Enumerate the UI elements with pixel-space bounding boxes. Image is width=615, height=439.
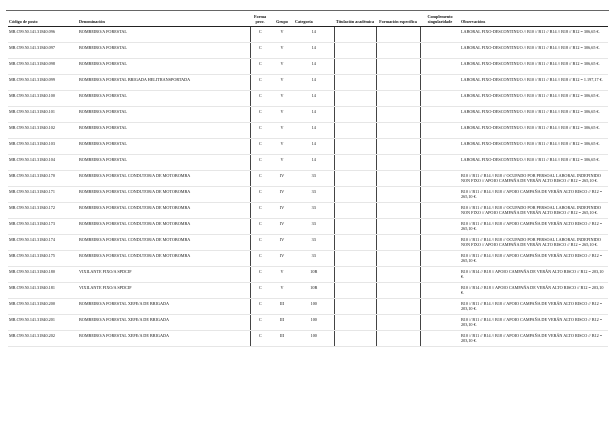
cell-grupo: V: [270, 139, 294, 155]
cell-grupo: V: [270, 27, 294, 43]
cell-code: MR.C99.50.141.31840.096: [8, 27, 78, 43]
cell-categoria: 10B: [294, 267, 334, 283]
cell-code: MR.C99.50.141.31840.180: [8, 267, 78, 283]
table-row: [8, 219, 608, 235]
cell-forma: C: [250, 283, 270, 299]
table-body: [8, 27, 608, 347]
cell-complemento: [420, 283, 460, 299]
cell-complemento: [420, 107, 460, 123]
cell-formacion: [376, 219, 420, 235]
cell-categoria: 33: [294, 251, 334, 267]
cell-titulacion: [334, 299, 376, 315]
cell-code: MR.C99.50.141.31840.200: [8, 299, 78, 315]
cell-categoria: 14: [294, 27, 334, 43]
cell-formacion: [376, 235, 420, 251]
cell-observaciones: B10 // B14 // B18 // APOIO CAMPAÑA DE VERÁN ALTO RISCO // B12 = 203,10 €.: [460, 267, 608, 283]
cell-denomination: BOMBEIRO/A FORESTAL XEFE/A DE BRIGADA: [78, 315, 250, 331]
cell-grupo: III: [270, 331, 294, 347]
cell-grupo: IV: [270, 251, 294, 267]
table-row: [8, 203, 608, 219]
cell-grupo: V: [270, 123, 294, 139]
cell-formacion: [376, 283, 420, 299]
cell-observaciones: B10 // B11 // B14 // B18 // APOIO CAMPAÑA DE VERÁN ALTO RISCO // B12 = 265,10 €.: [460, 219, 608, 235]
header-categoria: Categoría: [294, 14, 334, 27]
cell-formacion: [376, 123, 420, 139]
cell-code: MR.C99.50.141.31840.201: [8, 315, 78, 331]
cell-categoria: 100: [294, 331, 334, 347]
cell-forma: C: [250, 107, 270, 123]
cell-categoria: 33: [294, 171, 334, 187]
cell-titulacion: [334, 251, 376, 267]
cell-code: MR.C99.50.141.31840.174: [8, 235, 78, 251]
cell-observaciones: LABORAL FIXO-DESCONTINUO // B10 // B11 // B14 // B18 // B12 = 306,65 €.: [460, 107, 608, 123]
table-row: [8, 107, 608, 123]
cell-formacion: [376, 203, 420, 219]
table-row: [8, 187, 608, 203]
cell-categoria: 14: [294, 123, 334, 139]
cell-complemento: [420, 267, 460, 283]
cell-categoria: 10B: [294, 283, 334, 299]
cell-forma: C: [250, 43, 270, 59]
cell-complemento: [420, 331, 460, 347]
cell-code: MR.C99.50.141.31840.171: [8, 187, 78, 203]
cell-forma: C: [250, 267, 270, 283]
header-grupo: Grupo: [270, 14, 294, 27]
cell-code: MR.C99.50.141.31840.097: [8, 43, 78, 59]
cell-forma: C: [250, 251, 270, 267]
cell-formacion: [376, 251, 420, 267]
cell-categoria: 33: [294, 235, 334, 251]
cell-code: MR.C99.50.141.31840.102: [8, 123, 78, 139]
cell-categoria: 100: [294, 315, 334, 331]
cell-forma: C: [250, 171, 270, 187]
cell-denomination: BOMBEIRO/A FORESTAL XEFE/A DE BRIGADA: [78, 299, 250, 315]
cell-forma: C: [250, 299, 270, 315]
cell-formacion: [376, 59, 420, 75]
cell-titulacion: [334, 283, 376, 299]
cell-titulacion: [334, 91, 376, 107]
cell-forma: C: [250, 75, 270, 91]
cell-code: MR.C99.50.141.31840.101: [8, 107, 78, 123]
cell-denomination: BOMBEIRO/A FORESTAL CONDUTOR/A DE MOTOBOMBA: [78, 219, 250, 235]
cell-complemento: [420, 155, 460, 171]
cell-code: MR.C99.50.141.31840.100: [8, 91, 78, 107]
table-row: [8, 91, 608, 107]
cell-denomination: BOMBEIRO/A FORESTAL: [78, 155, 250, 171]
cell-observaciones: B10 // B11 // B14 // B18 // OCUPADO POR PERSOAL LABORAL INDEFINIDO NON FIXO // APOIO CAMPAÑA DE VERÁN ALTO RISCO // B12 = 265,10 €.: [460, 171, 608, 187]
positions-table: [8, 14, 608, 347]
cell-forma: C: [250, 27, 270, 43]
cell-titulacion: [334, 107, 376, 123]
cell-denomination: BOMBEIRO/A FORESTAL CONDUTOR/A DE MOTOBOMBA: [78, 251, 250, 267]
cell-categoria: 14: [294, 91, 334, 107]
cell-titulacion: [334, 267, 376, 283]
cell-observaciones: B10 // B11 // B14 // B18 // APOIO CAMPAÑA DE VERÁN ALTO RISCO // B12 = 203,10 €.: [460, 315, 608, 331]
header-complemento: Complemento singularidade: [420, 14, 460, 27]
top-rule: [6, 10, 609, 11]
table-row: [8, 251, 608, 267]
cell-observaciones: LABORAL FIXO-DESCONTINUO // B10 // B11 // B14 // B18 // B12 = 306,65 €.: [460, 43, 608, 59]
cell-formacion: [376, 267, 420, 283]
cell-formacion: [376, 331, 420, 347]
cell-categoria: 100: [294, 299, 334, 315]
cell-observaciones: B10 // B11 // B14 // B18 // APOIO CAMPAÑA DE VERÁN ALTO RISCO // B12 = 203,10 €.: [460, 299, 608, 315]
cell-forma: C: [250, 91, 270, 107]
cell-code: MR.C99.50.141.31840.104: [8, 155, 78, 171]
table-row: [8, 155, 608, 171]
cell-forma: C: [250, 235, 270, 251]
cell-titulacion: [334, 171, 376, 187]
cell-formacion: [376, 27, 420, 43]
cell-grupo: V: [270, 107, 294, 123]
table-row: [8, 283, 608, 299]
cell-complemento: [420, 91, 460, 107]
cell-observaciones: B10 // B11 // B14 // B18 // APOIO CAMPAÑA DE VERÁN ALTO RISCO // B12 = 203,10 €.: [460, 331, 608, 347]
cell-denomination: BOMBEIRO/A FORESTAL: [78, 139, 250, 155]
cell-grupo: V: [270, 59, 294, 75]
cell-grupo: V: [270, 155, 294, 171]
cell-grupo: V: [270, 43, 294, 59]
cell-grupo: III: [270, 315, 294, 331]
cell-denomination: BOMBEIRO/A FORESTAL CONDUTOR/A DE MOTOBOMBA: [78, 187, 250, 203]
cell-formacion: [376, 299, 420, 315]
cell-denomination: BOMBEIRO/A FORESTAL: [78, 123, 250, 139]
cell-grupo: V: [270, 91, 294, 107]
cell-observaciones: LABORAL FIXO-DESCONTINUO // B10 // B11 // B14 // B18 // B12 = 306,65 €.: [460, 123, 608, 139]
cell-categoria: 14: [294, 59, 334, 75]
cell-titulacion: [334, 219, 376, 235]
header-denomination: Denominación: [78, 14, 250, 27]
cell-complemento: [420, 187, 460, 203]
cell-formacion: [376, 315, 420, 331]
cell-observaciones: LABORAL FIXO-DESCONTINUO // B10 // B11 // B14 // B18 // B12 = 306,65 €.: [460, 155, 608, 171]
table-row: [8, 27, 608, 43]
cell-forma: C: [250, 331, 270, 347]
cell-titulacion: [334, 139, 376, 155]
header-code: Código de posto: [8, 14, 78, 27]
cell-categoria: 33: [294, 203, 334, 219]
table-row: [8, 267, 608, 283]
cell-categoria: 14: [294, 139, 334, 155]
cell-formacion: [376, 43, 420, 59]
table-row: [8, 299, 608, 315]
cell-observaciones: LABORAL FIXO-DESCONTINUO // B10 // B11 // B14 // B18 // B12 = 1.197,17 €.: [460, 75, 608, 91]
cell-complemento: [420, 59, 460, 75]
cell-categoria: 14: [294, 155, 334, 171]
cell-formacion: [376, 139, 420, 155]
cell-forma: C: [250, 123, 270, 139]
cell-grupo: III: [270, 299, 294, 315]
cell-formacion: [376, 107, 420, 123]
cell-code: MR.C99.50.141.31840.098: [8, 59, 78, 75]
cell-complemento: [420, 171, 460, 187]
cell-observaciones: LABORAL FIXO-DESCONTINUO // B10 // B11 // B14 // B18 // B12 = 306,65 €.: [460, 27, 608, 43]
cell-titulacion: [334, 43, 376, 59]
cell-complemento: [420, 123, 460, 139]
cell-observaciones: LABORAL FIXO-DESCONTINUO // B10 // B11 // B14 // B18 // B12 = 306,65 €.: [460, 91, 608, 107]
header-formacion: Formación específica: [376, 14, 420, 27]
cell-observaciones: LABORAL FIXO-DESCONTINUO // B10 // B11 // B14 // B18 // B12 = 306,65 €.: [460, 139, 608, 155]
cell-complemento: [420, 219, 460, 235]
cell-formacion: [376, 171, 420, 187]
cell-forma: C: [250, 59, 270, 75]
cell-titulacion: [334, 331, 376, 347]
cell-code: MR.C99.50.141.31840.173: [8, 219, 78, 235]
cell-categoria: 14: [294, 43, 334, 59]
cell-grupo: V: [270, 75, 294, 91]
table-row: [8, 75, 608, 91]
cell-grupo: IV: [270, 187, 294, 203]
cell-grupo: IV: [270, 203, 294, 219]
cell-forma: C: [250, 219, 270, 235]
table-row: [8, 123, 608, 139]
cell-grupo: IV: [270, 235, 294, 251]
cell-denomination: BOMBEIRO/A FORESTAL XEFE/A DE BRIGADA: [78, 331, 250, 347]
table-row: [8, 139, 608, 155]
header-titulacion: Titulación académica: [334, 14, 376, 27]
header-observaciones: Observacións: [460, 14, 608, 27]
table-row: [8, 331, 608, 347]
cell-formacion: [376, 187, 420, 203]
cell-titulacion: [334, 155, 376, 171]
cell-complemento: [420, 235, 460, 251]
cell-observaciones: B10 // B11 // B14 // B18 // OCUPADO POR PERSOAL LABORAL INDEFINIDO NON FIXO // APOIO CAMPAÑA DE VERÁN ALTO RISCO // B12 = 265,10 €.: [460, 203, 608, 219]
cell-titulacion: [334, 75, 376, 91]
table-row: [8, 315, 608, 331]
cell-complemento: [420, 43, 460, 59]
cell-categoria: 14: [294, 107, 334, 123]
cell-forma: C: [250, 315, 270, 331]
cell-titulacion: [334, 203, 376, 219]
cell-forma: C: [250, 203, 270, 219]
cell-formacion: [376, 91, 420, 107]
cell-categoria: 33: [294, 187, 334, 203]
table-row: [8, 171, 608, 187]
cell-complemento: [420, 75, 460, 91]
cell-denomination: BOMBEIRO/A FORESTAL: [78, 91, 250, 107]
cell-code: MR.C99.50.141.31840.175: [8, 251, 78, 267]
cell-observaciones: B10 // B11 // B14 // B18 // OCUPADO POR PERSOAL LABORAL INDEFINIDO NON FIXO // APOIO CAMPAÑA DE VERÁN ALTO RISCO // B12 = 265,10 €.: [460, 235, 608, 251]
cell-denomination: BOMBEIRO/A FORESTAL: [78, 107, 250, 123]
cell-denomination: VIXILANTE FIXO/A SPDCIF: [78, 283, 250, 299]
cell-observaciones: LABORAL FIXO-DESCONTINUO // B10 // B11 // B14 // B18 // B12 = 306,65 €.: [460, 59, 608, 75]
cell-observaciones: B10 // B14 // B18 // APOIO CAMPAÑA DE VERÁN ALTO RISCO // B12 = 203,10 €.: [460, 283, 608, 299]
header-forma: Forma prov.: [250, 14, 270, 27]
cell-denomination: BOMBEIRO/A FORESTAL: [78, 27, 250, 43]
cell-complemento: [420, 251, 460, 267]
cell-observaciones: B10 // B11 // B14 // B18 // APOIO CAMPAÑA DE VERÁN ALTO RISCO // B12 = 265,10 €.: [460, 251, 608, 267]
cell-code: MR.C99.50.141.31840.103: [8, 139, 78, 155]
cell-categoria: 14: [294, 75, 334, 91]
table-row: [8, 59, 608, 75]
cell-denomination: BOMBEIRO/A FORESTAL CONDUTOR/A DE MOTOBOMBA: [78, 203, 250, 219]
cell-titulacion: [334, 315, 376, 331]
cell-forma: C: [250, 155, 270, 171]
cell-complemento: [420, 27, 460, 43]
cell-formacion: [376, 75, 420, 91]
cell-code: MR.C99.50.141.31840.170: [8, 171, 78, 187]
cell-titulacion: [334, 27, 376, 43]
cell-denomination: BOMBEIRO/A FORESTAL: [78, 43, 250, 59]
cell-code: MR.C99.50.141.31840.202: [8, 331, 78, 347]
cell-grupo: V: [270, 283, 294, 299]
cell-denomination: BOMBEIRO/A FORESTAL BRIGADA HELITRANSPORTADA: [78, 75, 250, 91]
cell-denomination: BOMBEIRO/A FORESTAL CONDUTOR/A DE MOTOBOMBA: [78, 171, 250, 187]
cell-formacion: [376, 155, 420, 171]
cell-complemento: [420, 203, 460, 219]
table-row: [8, 43, 608, 59]
cell-complemento: [420, 299, 460, 315]
cell-code: MR.C99.50.141.31840.099: [8, 75, 78, 91]
cell-grupo: V: [270, 267, 294, 283]
cell-complemento: [420, 315, 460, 331]
cell-code: MR.C99.50.141.31840.181: [8, 283, 78, 299]
cell-code: MR.C99.50.141.31840.172: [8, 203, 78, 219]
cell-denomination: VIXILANTE FIXO/A SPDCIF: [78, 267, 250, 283]
cell-titulacion: [334, 235, 376, 251]
cell-grupo: IV: [270, 219, 294, 235]
cell-complemento: [420, 139, 460, 155]
cell-forma: C: [250, 187, 270, 203]
cell-denomination: BOMBEIRO/A FORESTAL: [78, 59, 250, 75]
cell-titulacion: [334, 59, 376, 75]
cell-observaciones: B10 // B11 // B14 // B18 // APOIO CAMPAÑA DE VERÁN ALTO RISCO // B12 = 265,10 €.: [460, 187, 608, 203]
cell-denomination: BOMBEIRO/A FORESTAL CONDUTOR/A DE MOTOBOMBA: [78, 235, 250, 251]
cell-titulacion: [334, 123, 376, 139]
cell-grupo: IV: [270, 171, 294, 187]
table-header-row: [8, 14, 608, 27]
cell-forma: C: [250, 139, 270, 155]
cell-titulacion: [334, 187, 376, 203]
table-row: [8, 235, 608, 251]
cell-categoria: 33: [294, 219, 334, 235]
